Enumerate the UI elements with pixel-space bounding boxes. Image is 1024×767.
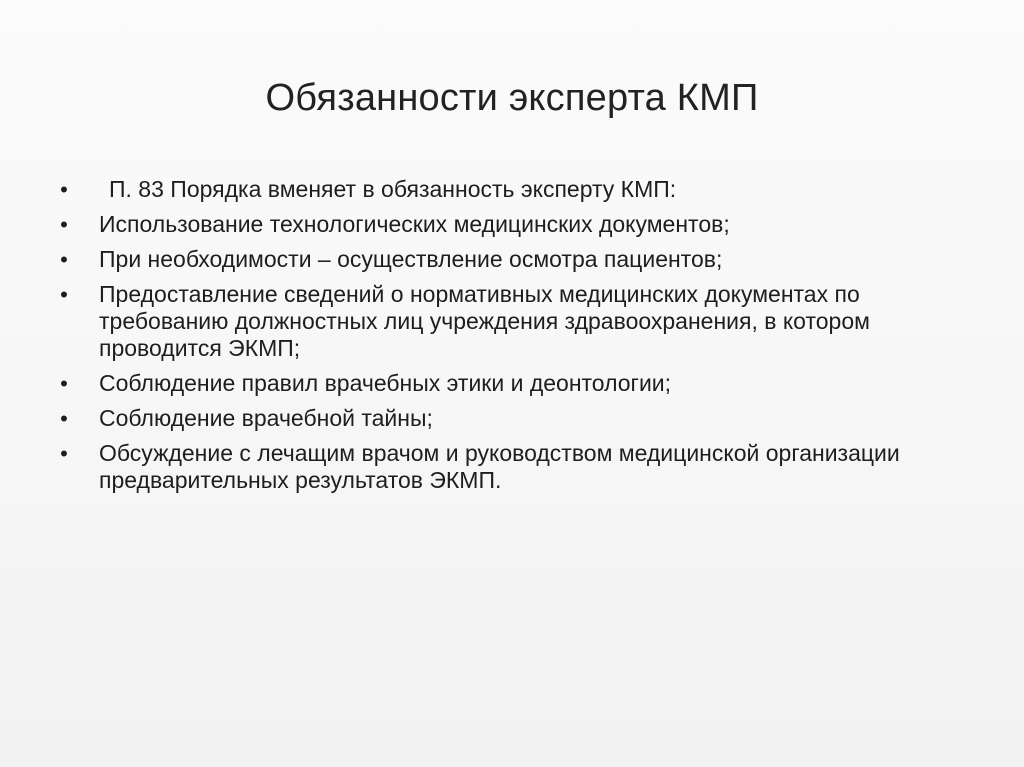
bullet-list [56, 176, 956, 502]
bullet-icon: • [60, 282, 68, 307]
list-item-text: Предоставление сведений о нормативных медицинских документах по требованию должностных лиц учреждения здравоохранения, в котором проводится ЭКМП; [99, 281, 870, 361]
list-item [56, 246, 956, 273]
list-item-text: Обсуждение с лечащим врачом и руководством медицинской организации предварительных результатов ЭКМП. [99, 440, 900, 493]
list-item-text: П. 83 Порядка вменяет в обязанность эксперту КМП: [109, 176, 677, 202]
slide-title: Обязанности эксперта КМП [265, 77, 759, 119]
bullet-icon: • [60, 441, 68, 466]
list-item [56, 176, 956, 203]
list-item [56, 440, 956, 494]
list-item [56, 405, 956, 432]
bullet-icon: • [60, 247, 68, 272]
bullet-icon: • [60, 212, 68, 237]
list-item [56, 281, 956, 362]
list-item-text: При необходимости – осуществление осмотра пациентов; [99, 246, 723, 272]
list-item-text: Соблюдение врачебной тайны; [99, 405, 433, 431]
bullet-icon: • [60, 177, 68, 202]
bullet-icon: • [60, 406, 68, 431]
list-item [56, 370, 956, 397]
list-item-text: Использование технологических медицинских документов; [99, 211, 730, 237]
list-item-text: Соблюдение правил врачебных этики и деонтологии; [99, 370, 672, 396]
bullet-icon: • [60, 371, 68, 396]
list-item [56, 211, 956, 238]
